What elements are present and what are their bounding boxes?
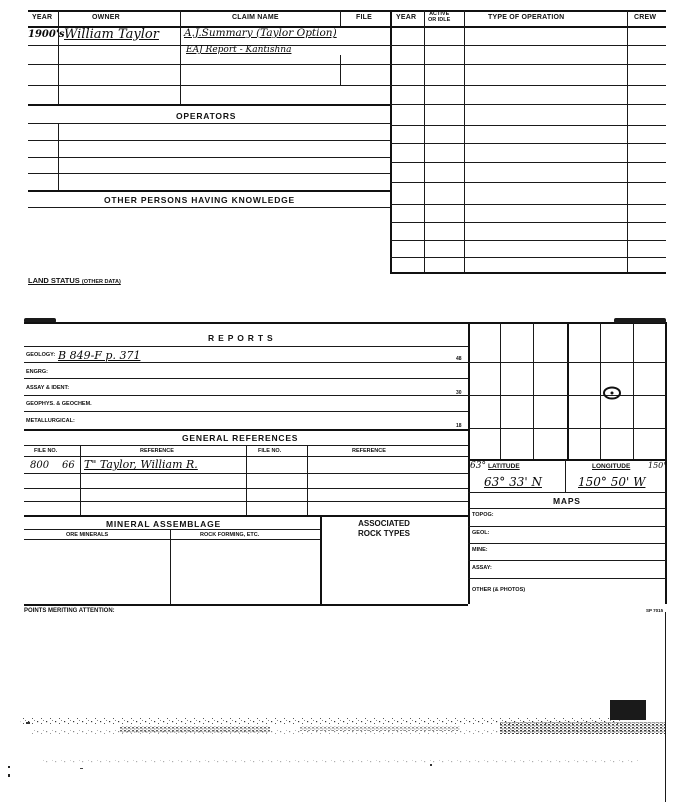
num-30: 30 — [456, 390, 462, 396]
ref-file-no-label-2: FILE NO. — [258, 448, 282, 454]
engrg-label: ENGRG: — [26, 369, 48, 375]
form-number: SP 7015 — [646, 608, 664, 613]
header-claim-name: CLAIM NAME — [232, 14, 279, 21]
land-status-label — [28, 276, 121, 285]
land-status-text: LAND STATUS — [28, 276, 80, 285]
location-circle-mark — [601, 385, 623, 401]
latitude-label: LATITUDE — [488, 463, 520, 470]
land-status-sub: (OTHER DATA) — [81, 279, 121, 285]
lon-suffix: 150° — [648, 461, 668, 470]
maps-mine: MINE: — [472, 547, 488, 553]
reports-title: R E P O R T S — [208, 333, 274, 343]
ref-row1-num: 66 — [62, 460, 75, 471]
associated-label: ASSOCIATED — [358, 519, 410, 528]
maps-topog: TOPOG: — [472, 512, 494, 518]
maps-title: MAPS — [553, 496, 581, 506]
longitude-value: 150° 50' W — [578, 475, 646, 489]
row1-claim-line2: EAJ Report - Kantishna — [186, 45, 292, 55]
associated-rock-types — [358, 519, 410, 539]
maps-geol: GEOL: — [472, 530, 490, 536]
ref-row1-reference: T" Taylor, William R. — [84, 458, 198, 471]
ore-minerals-label: ORE MINERALS — [66, 532, 109, 538]
header-year: YEAR — [32, 14, 53, 21]
lat-prefix: 63° — [470, 461, 486, 471]
latitude-value: 63° 33' N — [484, 475, 542, 489]
row1-claim-line1: A.J.Summary (Taylor Option) — [184, 27, 337, 39]
num-48: 48 — [456, 356, 462, 362]
longitude-label: LONGITUDE — [592, 463, 631, 470]
header-file: FILE — [356, 14, 372, 21]
ref-row1-file: 800 — [30, 460, 50, 471]
header-owner: OWNER — [92, 14, 120, 21]
mineral-assemblage-title: MINERAL ASSEMBLAGE — [106, 519, 221, 529]
header-year-2: YEAR — [396, 14, 417, 21]
row1-owner: William Taylor — [64, 27, 159, 42]
other-persons-title: OTHER PERSONS HAVING KNOWLEDGE — [104, 195, 296, 205]
operators-title: OPERATORS — [176, 111, 237, 121]
points-meriting-attention: POINTS MERITING ATTENTION: — [24, 608, 115, 614]
scan-noise-band — [0, 700, 678, 807]
rock-types-label: ROCK TYPES — [358, 529, 411, 538]
general-references-title: GENERAL REFERENCES — [182, 433, 299, 443]
header-crew: CREW — [634, 14, 657, 21]
header-type-of-operation: TYPE OF OPERATION — [488, 14, 565, 21]
ref-reference-label: REFERENCE — [140, 448, 174, 454]
geology-value: B 849-F p. 371 — [58, 349, 141, 362]
assay-ident-label: ASSAY & IDENT: — [26, 385, 70, 391]
header-active-idle: ACTIVE OR IDLE — [428, 11, 451, 23]
maps-other-photos: OTHER (& PHOTOS) — [472, 587, 526, 593]
ref-file-no-label: FILE NO. — [34, 448, 58, 454]
geophys-label: GEOPHYS. & GEOCHEM. — [26, 401, 92, 407]
row1-year: 1900's — [28, 29, 65, 40]
maps-assay: ASSAY: — [472, 565, 492, 571]
rock-forming-label: ROCK FORMING, ETC. — [200, 532, 260, 538]
ref-reference-label-2: REFERENCE — [352, 448, 386, 454]
geology-label: GEOLOGY: — [26, 352, 56, 358]
num-18: 18 — [456, 423, 462, 429]
metallurgical-label: METALLURGICAL: — [26, 418, 75, 424]
